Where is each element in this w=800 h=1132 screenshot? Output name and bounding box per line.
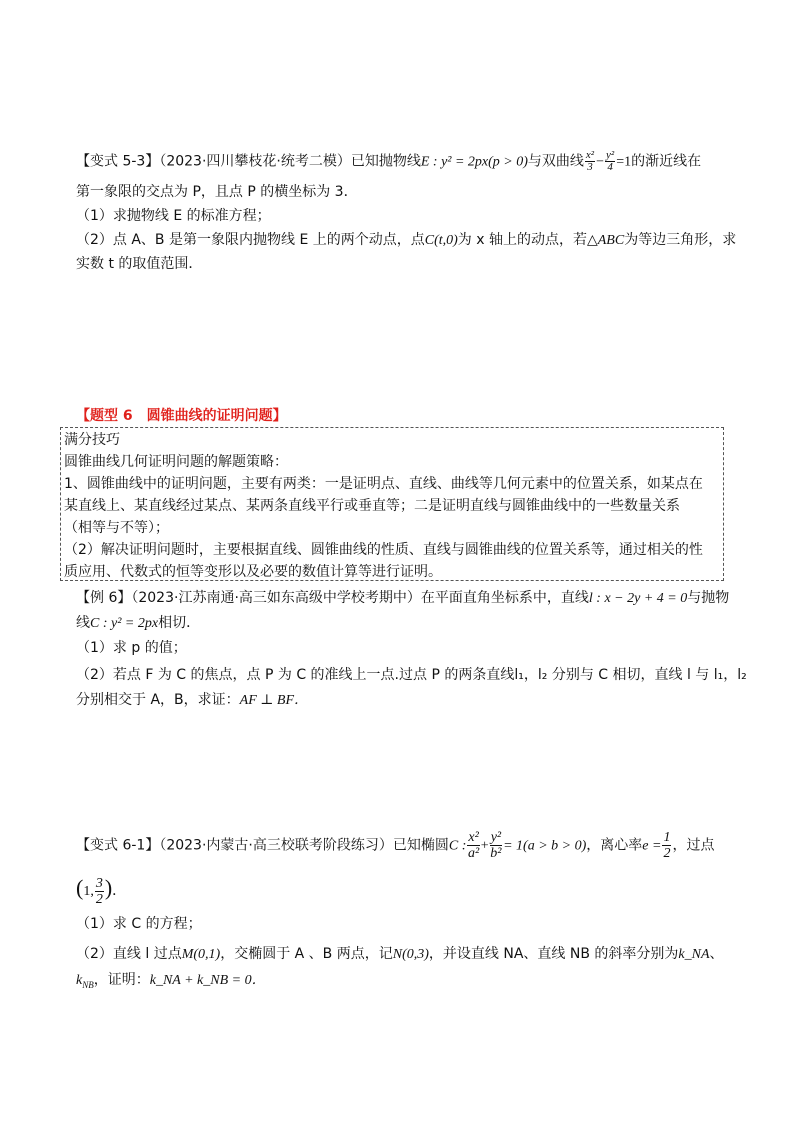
v53-q2a: （2）点 A、B 是第一象限内抛物线 E 上的两个动点，点 <box>76 232 425 248</box>
v61-ecc: e = <box>642 838 662 854</box>
v53-tail: 的渐近线在 <box>631 153 702 170</box>
v61-c: ，过点 <box>672 837 715 854</box>
ex6-q2a: （2）若点 F 为 C 的焦点，点 P 为 C 的准线上一点.过点 P 的两条直线 <box>76 667 515 683</box>
v53-q2c: 为等边三角形，求 <box>624 232 737 248</box>
v53-tag: 【变式 5-3】 <box>76 153 160 170</box>
tips-line-5: （2）解决证明问题时，主要根据直线、圆锥曲线的性质、直线与圆锥曲线的位置关系等，通过相关的性 <box>64 542 703 558</box>
v53-q2 <box>76 230 736 251</box>
v53-source: （2023·四川攀枝花·统考二模）已知抛物线 <box>159 153 421 170</box>
tips-line-2: 1、圆锥曲线中的证明问题，主要有两类：一是证明点、直线、曲线等几何元素中的位置关系，如某点在 <box>64 476 703 492</box>
tips-line-3: 某直线上、某直线经过某点、某两条直线平行或垂直等；二是证明直线与圆锥曲线中的一些数量关系 <box>64 498 680 514</box>
v53-q2b: 为 x 轴上的动点，若 <box>457 232 587 248</box>
frac-1-2: $\frac{1}{2}$ <box>663 830 671 861</box>
frac-y2-4: $\frac{\text{y²}}{4}$ <box>606 149 615 173</box>
ex6-line1 <box>76 588 729 609</box>
v61-point-m: M(0,1) <box>181 947 221 962</box>
v53-point-c: C(t,0) <box>424 233 458 248</box>
v53-triangle: △ABC <box>586 233 625 248</box>
ex6-q2b: l₁，l₂ 分别与 C 相切，直线 l 与 l₁，l₂ <box>514 667 747 683</box>
v53-line2: 第一象限的交点为 P，且点 P 的横坐标为 3． <box>76 184 358 200</box>
tips-heading: 满分技巧 <box>64 432 120 448</box>
tips-line-4: （相等与不等）； <box>64 520 169 536</box>
v61-q2d: 、 <box>709 946 724 962</box>
frac-3-2: $\frac{3}{2}$ <box>95 875 103 907</box>
v61-a: （2023·内蒙古·高三校联考阶段练习）已知椭圆 <box>159 837 449 854</box>
ex6-tag: 【例 6】 <box>76 590 132 606</box>
v61-tag: 【变式 6-1】 <box>76 837 160 854</box>
v61-q2c: ，并设直线 NA、直线 NB 的斜率分别为 <box>428 946 679 962</box>
ex6-line-eq: l : x − 2y + 4 = 0 <box>588 591 688 606</box>
ex6-q1: （1）求 p 的值； <box>76 640 187 656</box>
tips-line-6: 质应用、代数式的恒等变形以及必要的数值计算等进行证明。 <box>64 564 442 580</box>
topic-6-title: 【题型 6 圆锥曲线的证明问题】 <box>76 408 287 424</box>
v53-mid: 与双曲线 <box>527 153 584 170</box>
v61-sum: k_NA + k_NB = 0． <box>149 973 266 988</box>
v53-parabola: E : y² = 2px(p > 0) <box>420 154 528 170</box>
v61-point: (1, $\frac{3}{2}$ )． <box>76 875 127 907</box>
frac-x2-3: $\frac{\text{x²}}{3}$ <box>585 149 595 173</box>
v61-b: ，离心率 <box>586 837 643 854</box>
ex6-a: （2023·江苏南通·高三如东高级中学校考期中）在平面直角坐标系中，直线 <box>131 590 589 606</box>
ex6-q2 <box>76 665 747 685</box>
tips-line-1: 圆锥曲线几何证明问题的解题策略： <box>64 454 288 470</box>
frac-y2-b2: $\frac{\text{y²}}{\text{b²}}$ <box>490 830 502 861</box>
v61-q1: （1）求 C 的方程； <box>76 916 202 932</box>
v61-q2 <box>76 944 724 965</box>
v61-cond: = 1(a > b > 0) <box>503 838 587 854</box>
ex6-line2 <box>76 613 200 634</box>
frac-x2-a2: $\frac{\text{x²}}{\text{a²}}$ <box>467 830 480 861</box>
ex6-parabola: C : y² = 2px <box>90 616 159 631</box>
v53-line1: 【变式 5-3】（2023·四川攀枝花·统考二模）已知抛物线E : y² = 2px(p > 0)与双曲线 $\frac{\text{x²}}{3}$ − $\frac{\text{y²}}{4}$ =1的渐近线在 <box>76 149 702 173</box>
v61-point-n: N(0,3) <box>392 947 429 962</box>
ex6-q2c: 分别相交于 A，B，求证： <box>76 692 240 708</box>
ex6-perp: AF ⊥ BF． <box>239 693 309 708</box>
ex6-b: 与抛物 <box>687 590 730 606</box>
ex6-q2-cont <box>76 690 308 711</box>
ex6-d: 相切． <box>158 615 201 631</box>
v53-q2-cont: 实数 t 的取值范围． <box>76 256 203 272</box>
v61-q2a: （2）直线 l 过点 <box>76 946 182 962</box>
ex6-c: 线 <box>76 615 90 631</box>
v61-q3a: ，证明： <box>93 972 150 988</box>
v61-q2-cont: $k_{NB}$，证明：k_NA + k_NB = 0． <box>76 972 266 990</box>
v61-line1: 【变式 6-1】（2023·内蒙古·高三校联考阶段练习）已知椭圆C : $\frac{\text{x²}}{\text{a²}}$ + $\frac{\text{y²}}{\text{b²}}$ = 1(a > b > 0)，离心率e = $\frac{1}{2}$ ，过点 <box>76 830 715 861</box>
v61-q2b: ，交椭圆于 A 、B 两点，记 <box>220 946 393 962</box>
v53-q1: （1）求抛物线 E 的标准方程； <box>76 208 271 224</box>
v61-k-na: k_NA <box>678 947 710 962</box>
